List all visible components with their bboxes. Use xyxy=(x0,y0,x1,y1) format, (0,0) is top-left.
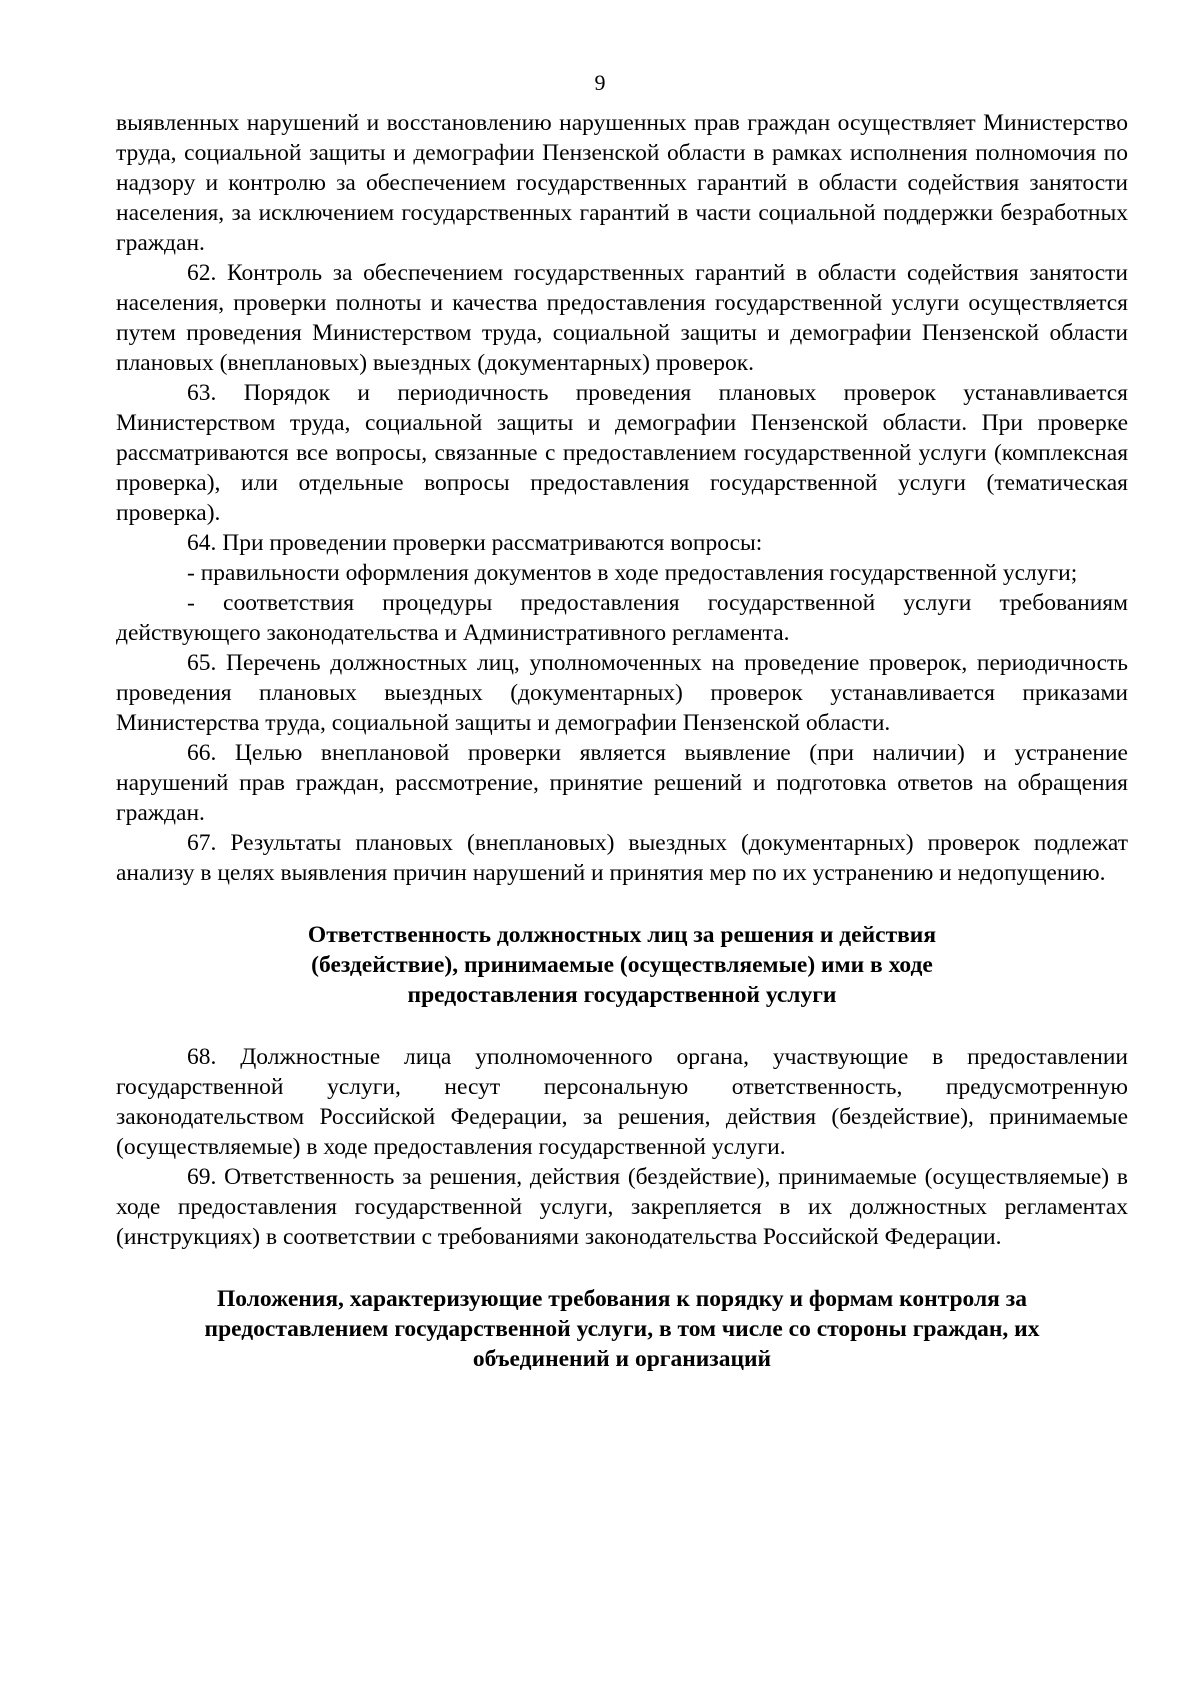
document-body xyxy=(116,108,1128,1374)
section-heading-responsibility xyxy=(116,920,1128,1010)
heading-line: Ответственность должностных лиц за решения и действия xyxy=(307,922,937,948)
paragraph-62: 62. Контроль за обеспечением государственных гарантий в области содействия занятости населения, проверки полноты и качества предоставления государственной услуги осуществляется путем проведения Министерством труда, социальной защиты и демографии Пензенской области плановых (внеплановых) выездных (документарных) проверок. xyxy=(116,260,1128,376)
paragraph-66: 66. Целью внеплановой проверки является выявление (при наличии) и устранение нарушений прав граждан, рассмотрение, принятие решений и подготовка ответов на обращения граждан. xyxy=(116,740,1128,826)
paragraph-65: 65. Перечень должностных лиц, уполномоченных на проведение проверок, периодичность проведения плановых выездных (документарных) проверок устанавливается приказами Министерства труда, социальной защиты и демографии Пензенской области. xyxy=(116,650,1128,736)
heading-line: предоставлением государственной услуги, в том числе со стороны граждан, их xyxy=(204,1316,1040,1342)
paragraph-63: 63. Порядок и периодичность проведения плановых проверок устанавливается Министерством труда, социальной защиты и демографии Пензенской области. При проверке рассматриваются все вопросы, связанные с предоставлением государственной услуги (комплексная проверка), или отдельные вопросы предоставления государственной услуги (тематическая проверка). xyxy=(116,380,1128,526)
heading-line: Положения, характеризующие требования к порядку и формам контроля за xyxy=(217,1286,1027,1312)
section-heading-control-requirements xyxy=(116,1284,1128,1374)
paragraph-64-item-2: - соответствия процедуры предоставления государственной услуги требованиям действующего законодательства и Административного регламента. xyxy=(116,590,1128,646)
paragraph-continuation: выявленных нарушений и восстановлению нарушенных прав граждан осуществляет Министерство труда, социальной защиты и демографии Пензенской области в рамках исполнения полномочия по надзору и контролю за обеспечением государственных гарантий в области содействия занятости населения, за исключением государственных гарантий в части социальной поддержки безработных граждан. xyxy=(116,110,1128,256)
heading-line: объединений и организаций xyxy=(472,1346,772,1372)
paragraph-64: 64. При проведении проверки рассматриваются вопросы: xyxy=(187,530,763,556)
heading-line: предоставления государственной услуги xyxy=(407,982,837,1008)
paragraph-68: 68. Должностные лица уполномоченного органа, участвующие в предоставлении государственной услуги, несут персональную ответственность, предусмотренную законодательством Российской Федерации, за решения, действия (бездействие), принимаемые (осуществляемые) в ходе предоставления государственной услуги. xyxy=(116,1044,1128,1160)
heading-line: (бездействие), принимаемые (осуществляемые) ими в ходе xyxy=(311,952,933,978)
paragraph-64-item-1: - правильности оформления документов в ходе предоставления государственной услуги; xyxy=(187,560,1078,586)
paragraph-67: 67. Результаты плановых (внеплановых) выездных (документарных) проверок подлежат анализу в целях выявления причин нарушений и принятия мер по их устранению и недопущению. xyxy=(116,830,1128,886)
page-number: 9 xyxy=(594,70,606,95)
paragraph-69: 69. Ответственность за решения, действия (бездействие), принимаемые (осуществляемые) в ходе предоставления государственной услуги, закрепляется в их должностных регламентах (инструкциях) в соответствии с требованиями законодательства Российской Федерации. xyxy=(116,1164,1128,1250)
